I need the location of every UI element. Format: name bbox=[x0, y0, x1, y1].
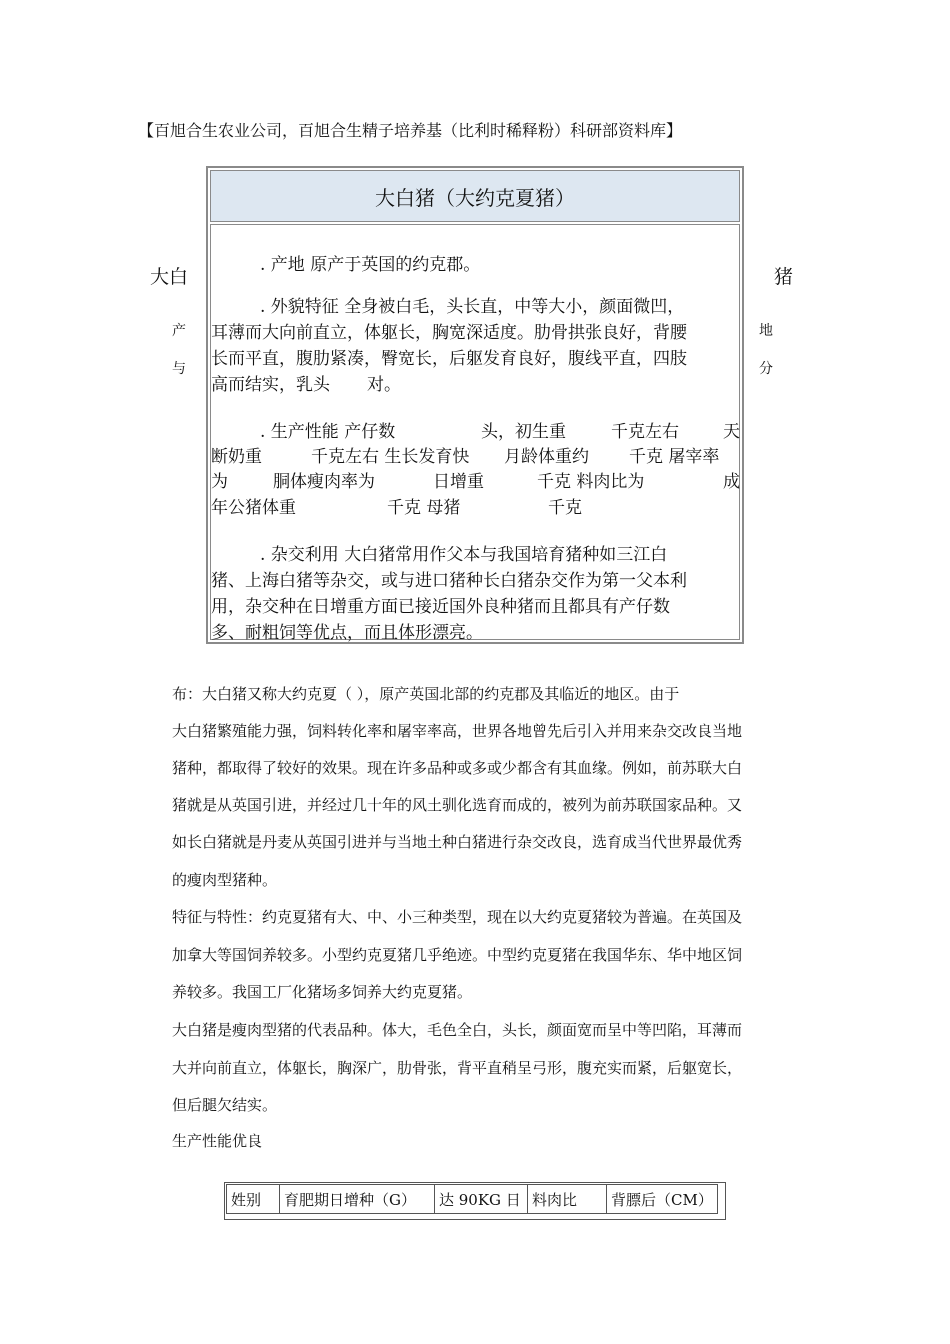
performance-fragment: 天 bbox=[723, 422, 740, 442]
crossbreeding-line: 猪、上海白猪等杂交，或与进口猪种长白猪杂交作为第一父本利 bbox=[211, 571, 687, 591]
table-header-cell: 背膘后（CM） bbox=[607, 1185, 718, 1214]
side-label-right: 猪 bbox=[774, 266, 794, 288]
distribution-line: 如长白猪就是丹麦从英国引进并与当地土种白猪进行杂交改良，选育成当代世界最优秀 bbox=[172, 833, 743, 851]
features-line: 特征与特性：约克夏猪有大、中、小三种类型，现在以大约克夏猪较为普遍。在英国及 bbox=[172, 908, 743, 926]
distribution-line: 大白猪繁殖能力强，饲料转化率和屠宰率高，世界各地曾先后引入并用来杂交改良当地 bbox=[172, 722, 743, 740]
performance-fragment: 断奶重 bbox=[211, 447, 262, 467]
performance-fragment: 日增重 bbox=[433, 472, 484, 492]
performance-table bbox=[226, 1184, 718, 1214]
description-line: 大白猪是瘦肉型猪的代表品种。体大，毛色全白，头长，颜面宽而呈中等凹陷，耳薄而 bbox=[172, 1021, 743, 1039]
crossbreeding-line: . 杂交利用 大白猪常用作父本与我国培育猪种如三江白 bbox=[260, 545, 668, 565]
table-header-cell: 育肥期日增种（G） bbox=[280, 1185, 435, 1214]
table-row bbox=[227, 1185, 718, 1214]
origin-line: . 产地 原产于英国的约克郡。 bbox=[260, 255, 481, 275]
crossbreeding-line: 多、耐粗饲等优点，而且体形漂亮。 bbox=[211, 623, 483, 643]
appearance-line: 长而平直，腹肋紧凑，臀宽长，后躯发育良好，腹线平直，四肢 bbox=[211, 349, 687, 369]
appearance-line: 高而结实，乳头 bbox=[211, 375, 330, 395]
performance-fragment: 头，初生重 bbox=[481, 422, 566, 442]
table-header-cell: 达 90KG 日 bbox=[435, 1185, 528, 1214]
info-box-title: 大白猪（大约克夏猪） bbox=[210, 170, 740, 222]
performance-fragment: 千克 母猪 bbox=[387, 498, 461, 518]
performance-fragment: 为 bbox=[211, 472, 228, 492]
side-label-left-small: 产 bbox=[172, 323, 186, 339]
side-label-left-small: 与 bbox=[172, 361, 186, 377]
distribution-line: 布：大白猪又称大约克夏（ ），原产英国北部的约克郡及其临近的地区。由于 bbox=[172, 685, 680, 703]
document-header: 【百旭合生农业公司，百旭合生精子培养基（比利时稀释粉）科研部资料库】 bbox=[138, 121, 683, 140]
performance-fragment: 千克 料肉比为 bbox=[537, 472, 645, 492]
side-label-left: 大白 bbox=[150, 266, 189, 288]
performance-fragment: . 生产性能 产仔数 bbox=[260, 422, 396, 442]
crossbreeding-line: 用，杂交种在日增重方面已接近国外良种猪而且都具有产仔数 bbox=[211, 597, 670, 617]
appearance-line: 耳薄而大向前直立，体躯长，胸宽深适度。肋骨拱张良好，背腰 bbox=[211, 323, 687, 343]
description-line: 但后腿欠结实。 bbox=[172, 1096, 278, 1114]
performance-fragment: 千克左右 生长发育快 bbox=[311, 447, 470, 467]
performance-fragment: 千克左右 bbox=[611, 422, 679, 442]
distribution-line: 猪种，都取得了较好的效果。现在许多品种或多或少都含有其血缘。例如，前苏联大白 bbox=[172, 759, 743, 777]
performance-fragment: 月龄体重约 bbox=[504, 447, 589, 467]
side-label-right-small: 地 bbox=[759, 323, 773, 339]
info-box-body bbox=[210, 224, 740, 643]
performance-fragment: 千克 bbox=[548, 498, 582, 518]
distribution-line: 猪就是从英国引进，并经过几十年的风土驯化选育而成的，被列为前苏联国家品种。又 bbox=[172, 796, 743, 814]
features-line: 加拿大等国饲养较多。小型约克夏猪几乎绝迹。中型约克夏猪在我国华东、华中地区饲 bbox=[172, 946, 743, 964]
breed-info-box bbox=[206, 166, 744, 644]
performance-fragment: 胴体瘦肉率为 bbox=[273, 472, 375, 492]
side-label-right-small: 分 bbox=[759, 361, 773, 377]
description-line: 大并向前直立，体躯长，胸深广，肋骨张，背平直稍呈弓形，腹充实而紧，后躯宽长， bbox=[172, 1059, 743, 1077]
performance-heading: 生产性能优良 bbox=[172, 1132, 263, 1150]
features-line: 养较多。我国工厂化猪场多饲养大约克夏猪。 bbox=[172, 983, 473, 1001]
performance-fragment: 年公猪体重 bbox=[211, 498, 296, 518]
performance-fragment: 千克 屠宰率 bbox=[629, 447, 720, 467]
distribution-line: 的瘦肉型猪种。 bbox=[172, 871, 278, 889]
appearance-line: 对。 bbox=[367, 375, 401, 395]
table-header-cell: 料肉比 bbox=[528, 1185, 607, 1214]
performance-fragment: 成 bbox=[723, 472, 740, 492]
appearance-line: . 外貌特征 全身被白毛，头长直，中等大小，颜面微凹， bbox=[260, 297, 685, 317]
table-header-cell: 姓别 bbox=[227, 1185, 280, 1214]
